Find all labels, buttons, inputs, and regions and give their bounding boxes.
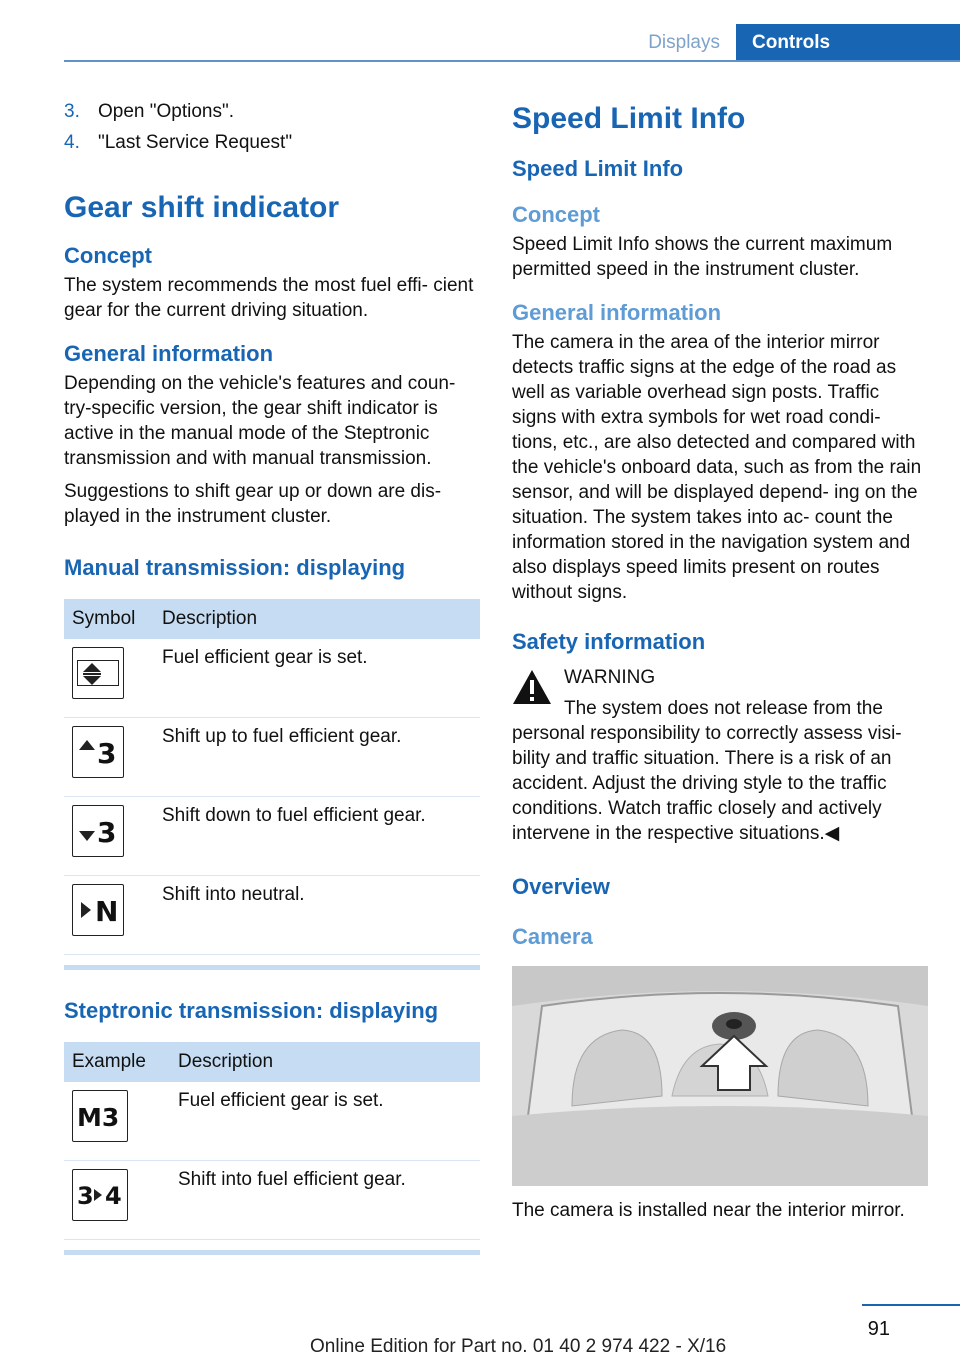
shift-up-icon [72,726,124,778]
header-divider [64,60,960,62]
column-header: Example [64,1042,170,1082]
table-end-bar [64,1250,480,1255]
edition-footer: Online Edition for Part no. 01 40 2 974 422 - X/16 [310,1336,727,1357]
warning-label: WARNING [564,667,656,688]
table-row [64,797,480,876]
shift-neutral-icon [72,884,124,936]
tab-displays[interactable]: Displays [648,32,720,53]
warning-text: personal responsibility to correctly assess visi‐ bility and traffic situation. There is a risk of an accident. Adjust the driving style to the traffic conditions. Watch traffic closely and actively intervene in the respective situations.◀ [512,723,902,844]
gear-from: 3 [77,1182,94,1210]
footer-divider [862,1304,960,1306]
step-number: 4. [64,132,80,153]
table-row [64,1082,480,1161]
warning-block [512,665,928,721]
gear-display: M3 [77,1103,120,1132]
concept-heading: Concept [512,202,600,227]
section-title: Speed Limit Info [512,102,746,135]
gear-to: 4 [105,1182,122,1210]
shift-down-icon [72,805,124,857]
description-cell: Fuel efficient gear is set. [170,1082,480,1161]
steptronic-heading: Steptronic transmission: displaying [64,998,439,1023]
safety-heading: Safety information [512,629,706,654]
warning-text-first: The system does not release from the [564,698,883,719]
concept-text: Speed Limit Info shows the current maximum permitted speed in the instrument cluster. [512,234,893,280]
description-cell: Shift into neutral. [154,876,480,955]
table-row [64,718,480,797]
description-cell: Shift up to fuel efficient gear. [154,718,480,797]
table-row [64,876,480,955]
description-cell: Shift into fuel efficient gear. [170,1161,480,1240]
manual-transmission-heading: Manual transmission: displaying [64,555,406,580]
concept-heading: Concept [64,243,152,268]
step-number: 3. [64,101,80,122]
table-header-row [64,1042,480,1082]
description-cell: Fuel efficient gear is set. [154,639,480,718]
camera-heading: Camera [512,924,593,949]
camera-illustration [512,966,928,1186]
general-info-heading: General information [512,300,722,325]
step-text: "Last Service Request" [98,132,293,153]
table-end-bar [64,965,480,970]
page-header [64,24,960,62]
description-cell: Shift down to fuel efficient gear. [154,797,480,876]
section-title: Gear shift indicator [64,191,340,224]
general-info-heading: General information [64,341,274,366]
gear-digit: 3 [97,737,117,770]
step-text: Open "Options". [98,101,235,122]
general-info-text: Depending on the vehicle's features and coun‐ try-specific version, the gear shift indicator is active in the manual mode of the Steptronic transmission and with manual transmission. [64,373,456,469]
warning-icon [512,669,552,705]
manual-gear-m3-icon [72,1090,128,1142]
step-4 [64,131,480,155]
right-column [512,100,928,1223]
concept-text: The system recommends the most fuel effi‐ cient gear for the current driving situation. [64,275,474,321]
table-row [64,639,480,718]
gear-digit: 3 [97,816,117,849]
subsection-title: Speed Limit Info [512,156,684,181]
steptronic-table [64,1042,480,1240]
shift-3-to-4-icon [72,1169,128,1221]
tab-controls[interactable]: Controls [736,24,960,62]
table-header-row [64,599,480,639]
overview-heading: Overview [512,874,610,899]
step-3 [64,100,480,124]
manual-transmission-table [64,599,480,955]
gear-letter: N [95,895,119,928]
camera-caption: The camera is installed near the interior mirror. [512,1200,905,1221]
general-info-text-2: Suggestions to shift gear up or down are dis‐ played in the instrument cluster. [64,481,442,527]
left-column [64,100,480,1255]
page-number: 91 [867,1318,890,1340]
column-header: Symbol [64,599,154,639]
general-info-text: The camera in the area of the interior mirror detects traffic signs at the edge of the road as well as variable overhead sign posts. Traffic signs with extra symbols for wet road condi‐ tions, etc., are also detected and compared with the vehicle's onboard data, such as from the rain sensor, and will be displayed depend‐ ing on the situation. The system takes into ac‐ count the information stored in the navigation system and also displays speed limits present on routes without signs. [512,332,922,603]
table-row [64,1161,480,1240]
fuel-efficient-gear-icon [72,647,124,699]
column-header: Description [154,599,480,639]
column-header: Description [170,1042,480,1082]
